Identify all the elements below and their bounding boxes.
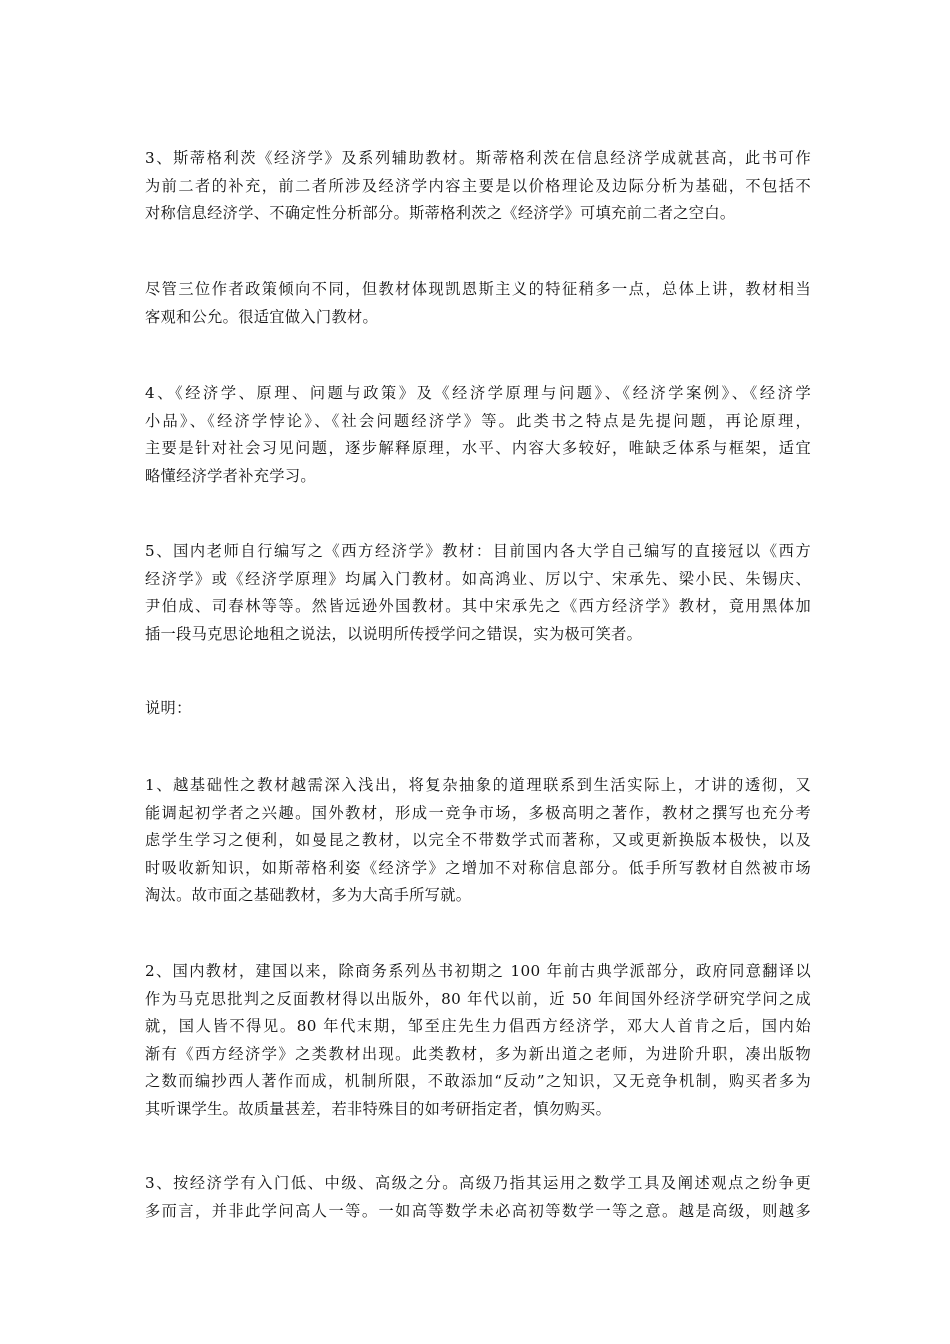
text-line: 小品》、《经济学悖论》、《社会问题经济学》等。此类书之特点是先提问题，再论原理， <box>145 411 811 430</box>
section-heading-notes <box>145 695 811 723</box>
text-line: 作为马克思批判之反面教材得以出版外，80 年代以前，近 50 年间国外经济学研究学问之成 <box>145 989 811 1008</box>
paragraph-4-problems-books <box>145 380 811 490</box>
text-line: 3、斯蒂格利茨《经济学》及系列辅助教材。斯蒂格利茨在信息经济学成就甚高，此书可作 <box>145 149 811 167</box>
text-line: 能调起初学者之兴趣。国外教材，形成一竞争市场，多极高明之著作，教材之撰写也充分考 <box>145 803 811 822</box>
text-line: 5、国内老师自行编写之《西方经济学》教材：目前国内各大学自己编写的直接冠以《西方 <box>145 542 811 560</box>
text-line: 说明： <box>145 699 192 717</box>
paragraph-note-2 <box>145 958 811 1123</box>
text-line: 2、国内教材，建国以来，除商务系列丛书初期之 100 年前古典学派部分，政府同意翻译以 <box>145 962 811 980</box>
text-line: 之数而编抄西人著作而成，机制所限，不敢添加“反动”之知识，又无竞争机制，购买者多为 <box>145 1072 811 1090</box>
paragraph-note-1 <box>145 772 811 910</box>
text-line: 渐有《西方经济学》之类教材出现。此类教材，多为新出道之老师，为进阶升职，凑出版物 <box>145 1044 811 1063</box>
text-line: 3、按经济学有入门低、中级、高级之分。高级乃指其运用之数学工具及阐述观点之纷争更 <box>145 1174 811 1192</box>
text-line: 插一段马克思论地租之说法，以说明所传授学问之错误，实为极可笑者。 <box>145 624 643 643</box>
text-line: 略懂经济学者补充学习。 <box>145 466 316 485</box>
text-line: 就，国人皆不得见。80 年代末期，邹至庄先生力倡西方经济学，邓大人首肯之后，国内始 <box>145 1017 811 1035</box>
text-line: 尽管三位作者政策倾向不同，但教材体现凯恩斯主义的特征稍多一点，总体上讲，教材相当 <box>145 280 811 298</box>
text-line: 主要是针对社会习见问题，逐步解释原理，水平、内容大多较好，唯缺乏体系与框架，适宜 <box>145 439 811 457</box>
text-line: 4、《经济学、原理、问题与政策》及《经济学原理与问题》、《经济学案例》、《经济学 <box>145 384 811 402</box>
text-line: 虑学生学习之便利，如曼昆之教材，以完全不带数学式而著称，又或更新换版本极快，以及 <box>145 831 811 849</box>
paragraph-5-domestic-textbooks <box>145 538 811 648</box>
text-line: 客观和公允。很适宜做入门教材。 <box>145 307 379 326</box>
text-line: 1、越基础性之教材越需深入浅出，将复杂抽象的道理联系到生活实际上，才讲的透彻，又 <box>145 776 811 794</box>
text-line: 尹伯成、司春林等等。然皆远逊外国教材。其中宋承先之《西方经济学》教材，竟用黑体加 <box>145 597 811 615</box>
paragraph-3-stiglitz <box>145 145 811 228</box>
text-line: 多而言，并非此学问高人一等。一如高等数学未必高初等数学一等之意。越是高级，则越多 <box>145 1201 811 1220</box>
text-line: 经济学》或《经济学原理》均属入门教材。如高鸿业、厉以宁、宋承先、梁小民、朱锡庆、 <box>145 569 811 588</box>
text-line: 对称信息经济学、不确定性分析部分。斯蒂格利茨之《经济学》可填充前二者之空白。 <box>145 204 736 222</box>
text-line: 其听课学生。故质量甚差，若非特殊目的如考研指定者，慎勿购买。 <box>145 1099 612 1118</box>
paragraph-authors-note <box>145 276 811 331</box>
text-line: 时吸收新知识，如斯蒂格利姿《经济学》之增加不对称信息部分。低手所写教材自然被市场 <box>145 858 811 877</box>
text-line: 淘汰。故市面之基础教材，多为大高手所写就。 <box>145 886 472 904</box>
text-line: 为前二者的补充，前二者所涉及经济学内容主要是以价格理论及边际分析为基础，不包括不 <box>145 176 811 195</box>
paragraph-note-3 <box>145 1170 811 1225</box>
